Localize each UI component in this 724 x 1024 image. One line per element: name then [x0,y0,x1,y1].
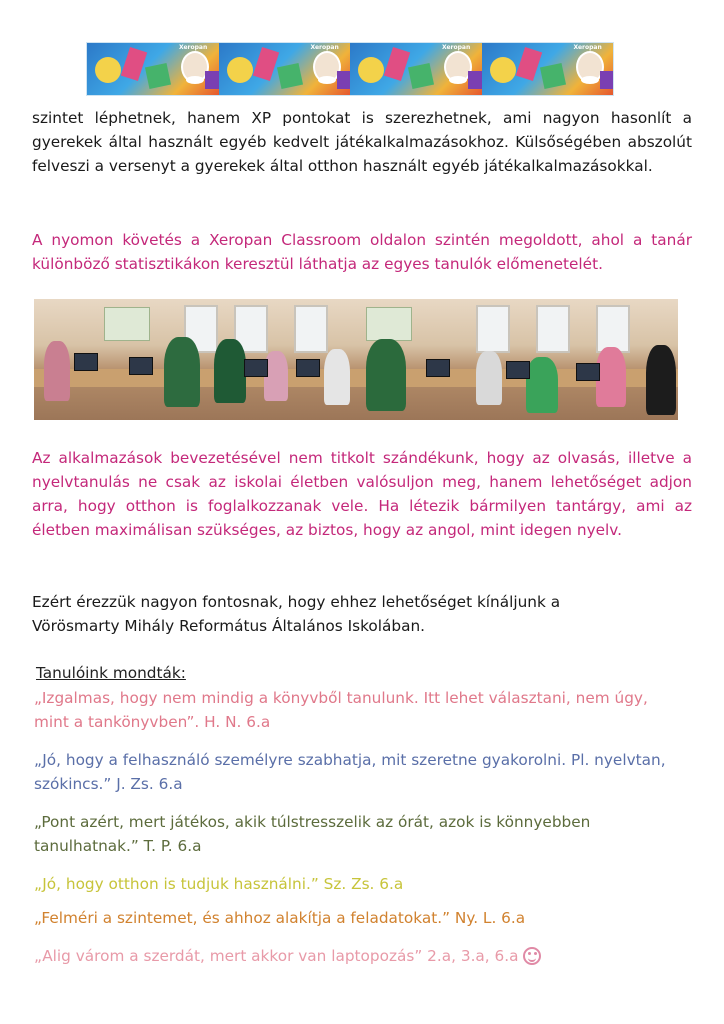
banner-tile [350,43,482,95]
banner-brand-text: Xeropan [442,44,471,51]
student-quote: „Felméri a szintemet, és ahhoz alakítja a feladatokat.” Ny. L. 6.a [34,909,526,927]
smiley-icon [523,947,541,965]
paragraph-importance: Ezért érezzük nagyon fontosnak, hogy ehhez lehetőséget kínáljunk a Vörösmarty Mihály Református Általános Iskolában. [32,593,561,635]
header-banner [86,42,614,96]
student-quote: „Jó, hogy a felhasználó személyre szabhatja, mit szeretne gyakorolni. Pl. nyelvtan, szókincs.” J. Zs. 6.a [34,751,666,793]
student-quote: „Jó, hogy otthon is tudjuk használni.” Sz. Zs. 6.a [34,875,404,893]
classroom-photo [34,299,678,420]
student-quote: „Izgalmas, hogy nem mindig a könyvből tanulunk. Itt lehet választani, nem úgy, mint a tankönyvben”. H. N. 6.a [34,689,648,731]
banner-brand-text: Xeropan [310,44,339,51]
student-quote-text: „Alig várom a szerdát, mert akkor van laptopozás” 2.a, 3.a, 6.a [34,947,519,965]
paragraph-goals: Az alkalmazások bevezetésével nem titkolt szándékunk, hogy az olvasás, illetve a nyelvtanulás ne csak az iskolai életben valósuljon meg, hanem lehetőséget adjon arra, hogy otthon is foglalkozzanak vele. Ha létezik bármilyen tantárgy, ami az életben maximálisan szükséges, az biztos, hogy az angol, mint idegen nyelv. [32,449,692,539]
banner-tile [87,43,219,95]
paragraph-intro: szintet léphetnek, hanem XP pontokat is szerezhetnek, ami nagyon hasonlít a gyerekek által használt egyéb kedvelt játékalkalmazásokhoz. Külsőségében abszolút felveszi a versenyt a gyerekek által otthon használt egyéb játékalkalmazásokkal. [32,109,692,175]
paragraph-tracking: A nyomon követés a Xeropan Classroom oldalon szintén megoldott, ahol a tanár különböző statisztikákon keresztül láthatja az egyes tanulók előmenetelét. [32,231,692,273]
student-quote-last [34,944,684,968]
banner-tile [219,43,351,95]
student-quote: „Pont azért, mert játékos, akik túlstresszelik az órát, azok is könnyebben tanulhatnak.” T. P. 6.a [34,813,591,855]
banner-brand-text: Xeropan [573,44,602,51]
banner-tile [482,43,614,95]
banner-brand-text: Xeropan [179,44,208,51]
quotes-heading: Tanulóink mondták: [36,664,186,682]
